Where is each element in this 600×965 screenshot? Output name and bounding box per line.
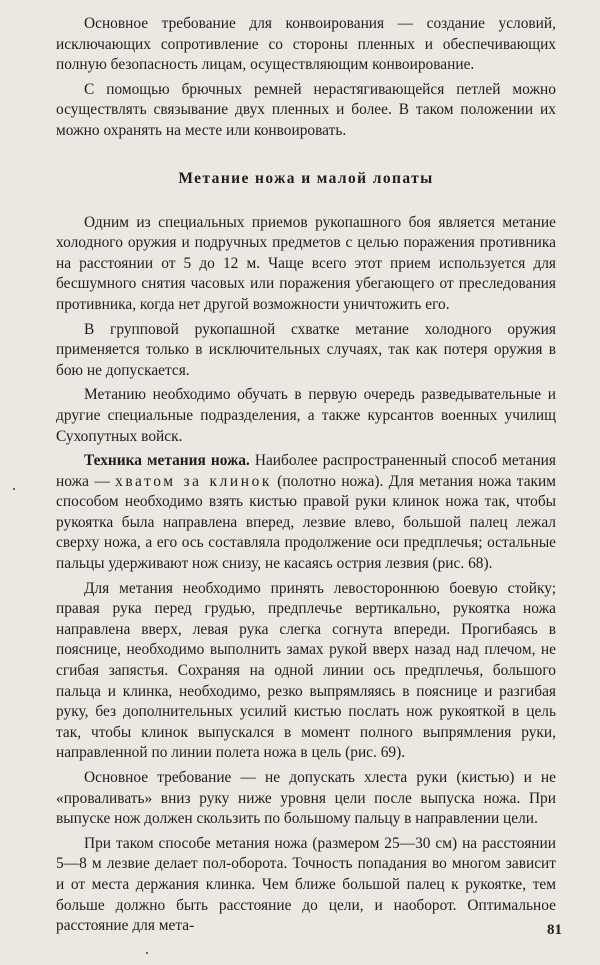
technique-text-before: Наиболее распространенный способ метания ножа — <box>56 452 556 490</box>
paragraph-stance: Для метания необходимо принять левостороннюю боевую стойку; правая рука перед грудью, предплечье вертикально, рукоятка ножа направлена вверх, левая рука слегка согнута впереди. Прогибаясь в пояснице, необходимо выполнить замах рукой вверх назад над плечом, не сгибая запястья. Сохраняя на одной линии ось предплечья, большого пальца и клинка, необходимо, резко выпрямляясь в пояснице и разгибая руку, без дополнительных усилий кистью послать нож рукояткой в цель так, чтобы клинок выпускался в момент полного выпрямления руки, направленной по линии полета ножа в цель (рис. 69). <box>56 579 556 762</box>
section-title: Метание ножа и малой лопаты <box>178 169 434 187</box>
page-text-block <box>56 14 556 937</box>
print-speck <box>13 488 15 490</box>
paragraph-belt-binding: С помощью брючных ремней нерастягивающейся петлей можно осуществлять связывание двух пленных и более. В таком положении их можно охранять на месте или конвоировать. <box>56 80 556 139</box>
paragraph-main-requirement: Основное требование — не допускать хлеста руки (кистью) и не «проваливать» вниз руку ниже уровня цели после выпуска ножа. При выпуске нож должен скользить по большому пальцу в направлении цели. <box>56 769 556 828</box>
paragraph-convoy-requirement: Основное требование для конвоирования — создание условий, исключающих сопротивление со стороны пленных и обеспечивающих полную безопасность лицам, осуществляющим конвоирование. <box>56 15 556 74</box>
technique-text-after: (полотно ножа). Для метания ножа таким способом необходимо взять кистью правой руки клинок ножа так, чтобы рукоятка была направлена вперед, лезвие влево, большой палец лежал сверху ножа, а его ось составляла продолжение оси предплечья; остальные пальцы удерживают нож снизу, не касаясь острия лезвия (рис. 68). <box>56 472 556 573</box>
paragraph-distance: При таком способе метания ножа (размером 25—30 см) на расстоянии 5—8 м лезвие делает пол-оборота. Точность попадания во многом зависит и от места держания клинка. Чем ближе большой палец к рукоятке, тем больше должно быть расстояние до цели, и наоборот. Оптимальное расстояние для мета- <box>56 834 556 935</box>
paragraph-throwing-intro: Одним из специальных приемов рукопашного боя является метание холодного оружия и подручных предметов с целью поражения противника на расстоянии от 5 до 12 м. Чаще всего этот прием используется для бесшумного снятия часовых или поражения убегающего от преследования противника, когда нет другой возможности уничтожить его. <box>56 213 556 313</box>
print-speck <box>146 952 148 954</box>
technique-heading: Техника метания ножа. <box>84 452 250 470</box>
technique-spaced-term: хватом за клинок <box>115 472 272 490</box>
paragraph-group-fight: В групповой рукопашной схватке метание холодного оружия применяется только в исключительных случаях, так как потеря оружия в бою не допускается. <box>56 320 556 379</box>
page-number: 81 <box>547 922 562 938</box>
paragraph-training-units: Метанию необходимо обучать в первую очередь разведывательные и другие специальные подразделения, а также курсантов военных училищ Сухопутных войск. <box>56 386 556 445</box>
paragraph-knife-technique <box>56 451 556 575</box>
